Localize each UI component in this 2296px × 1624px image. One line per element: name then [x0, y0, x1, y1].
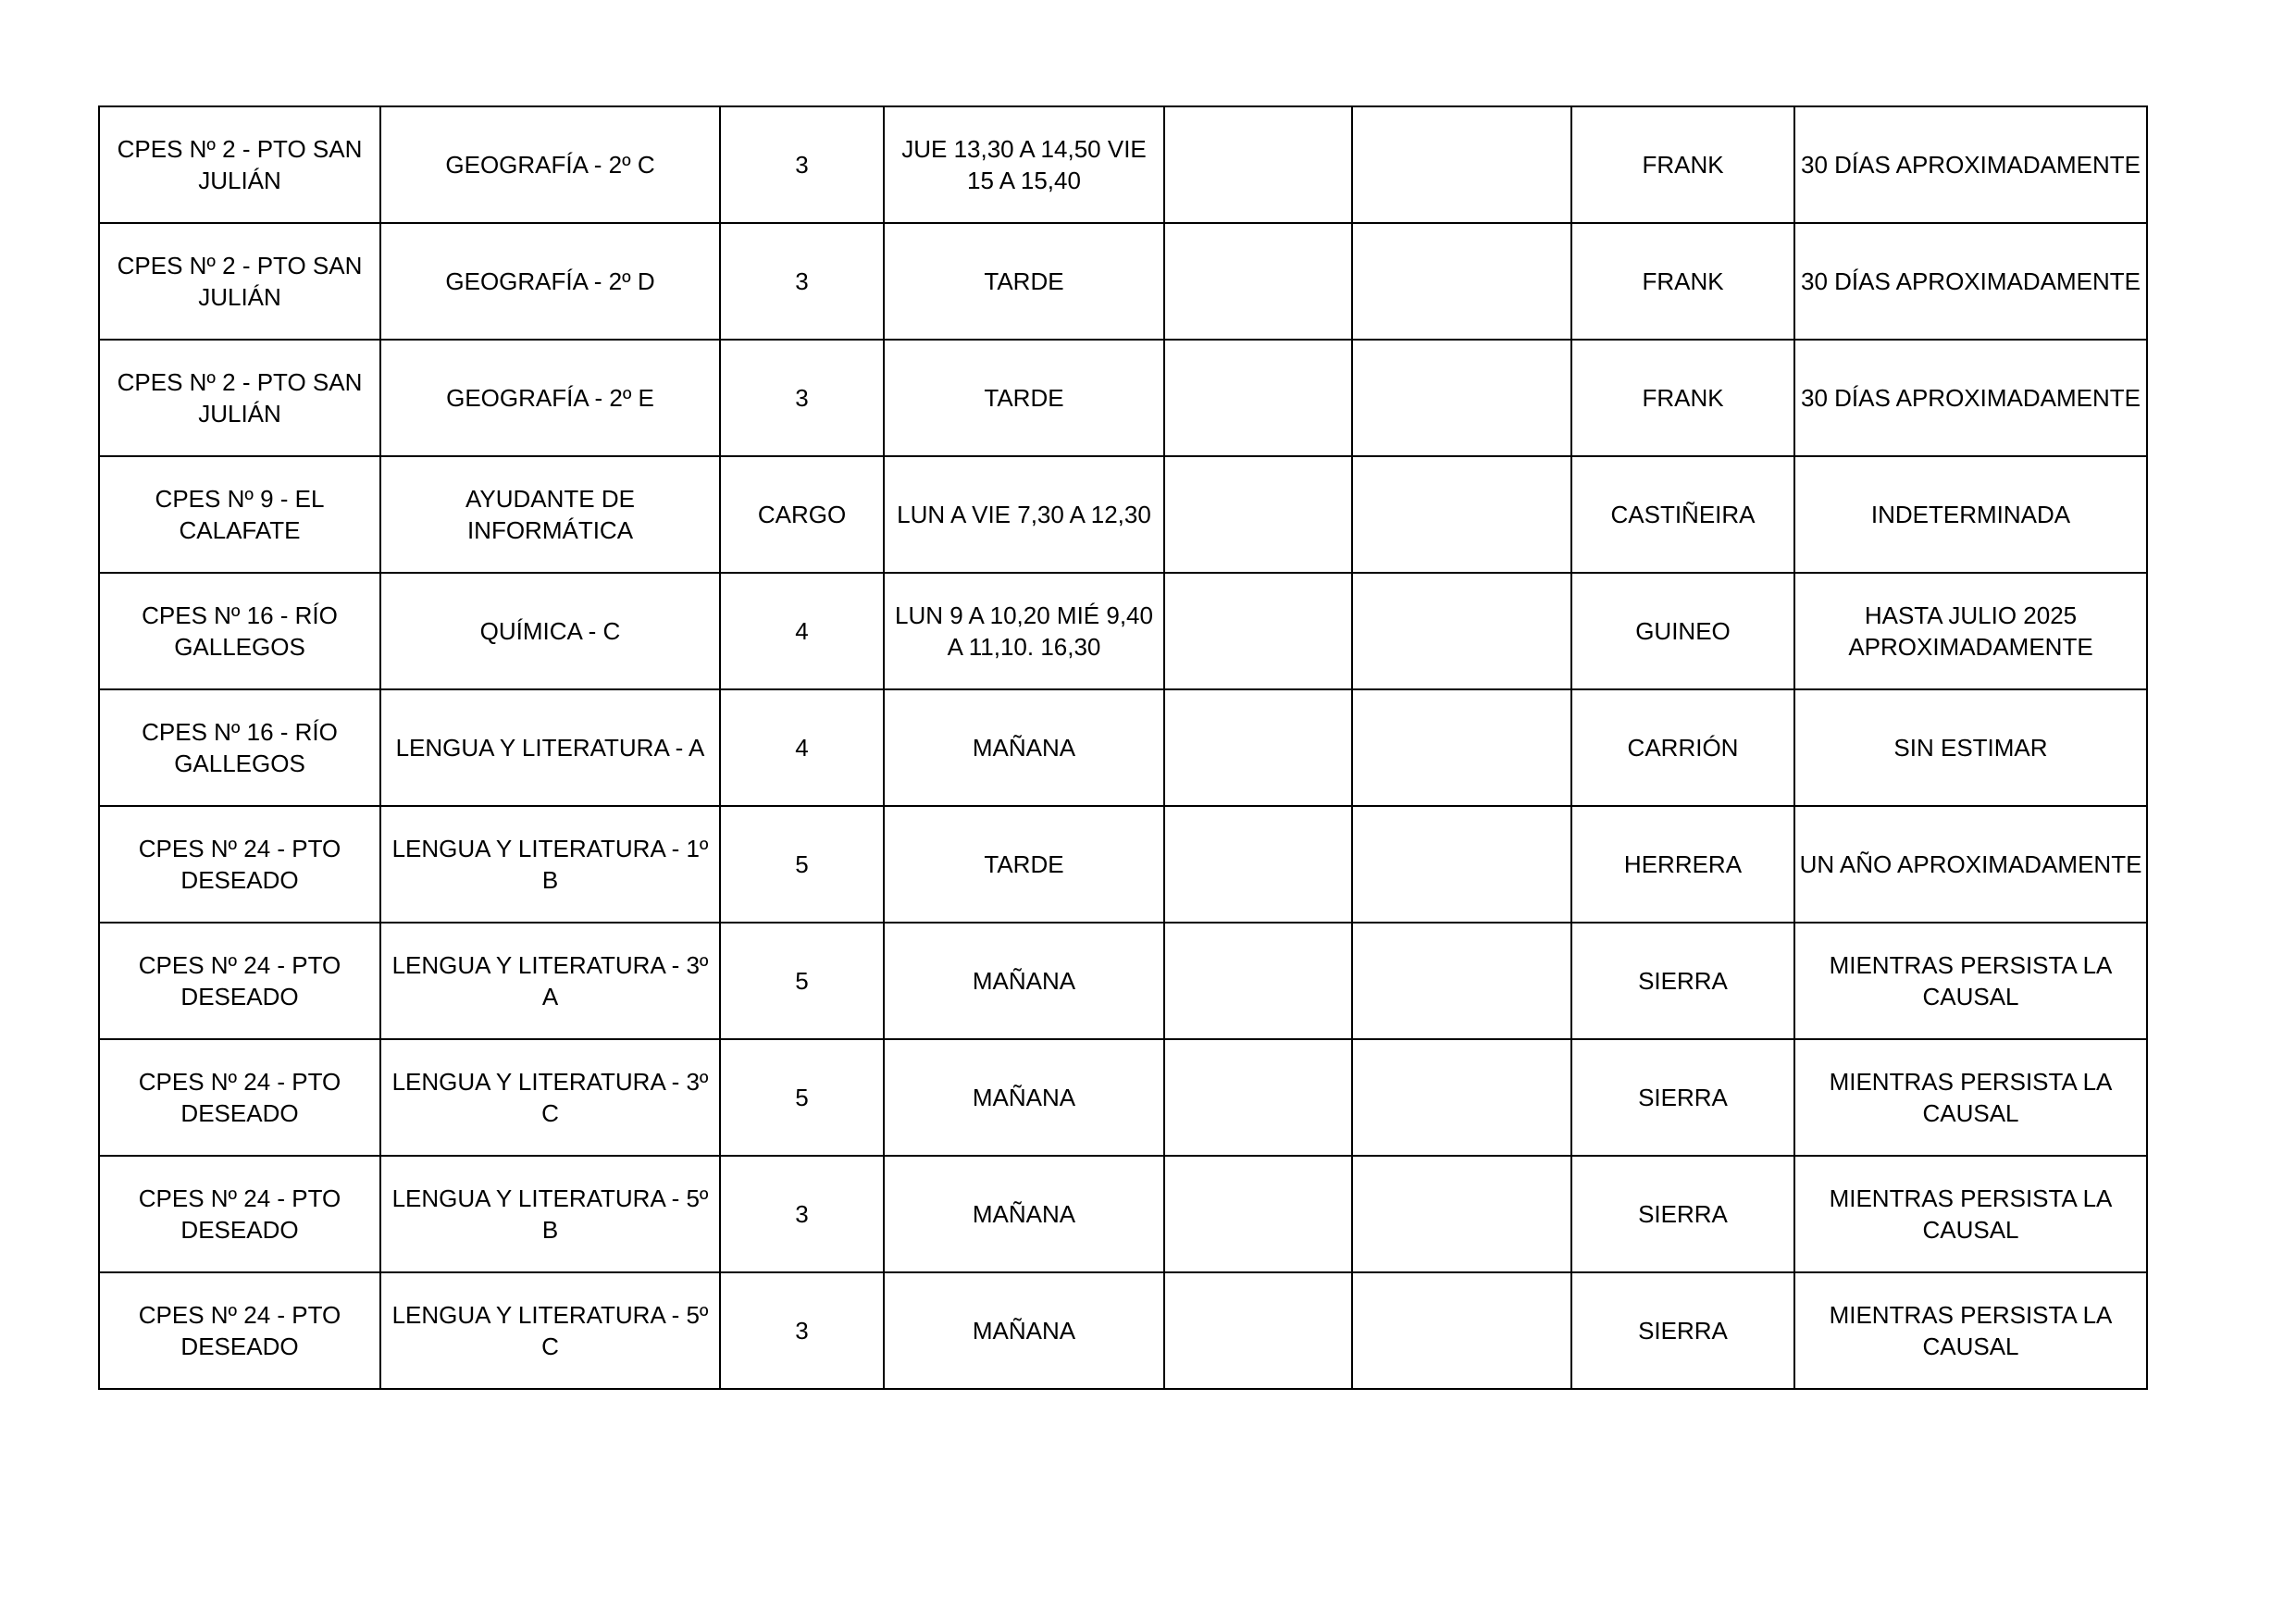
cell-hours: 5	[720, 923, 884, 1039]
cell-empty-5	[1164, 689, 1352, 806]
cell-hours: 5	[720, 806, 884, 923]
cell-holder: GUINEO	[1571, 573, 1794, 689]
table-row	[99, 806, 2147, 923]
table-row	[99, 456, 2147, 573]
cell-subject: LENGUA Y LITERATURA - 3º A	[380, 923, 720, 1039]
cell-empty-5	[1164, 1039, 1352, 1156]
cell-holder: SIERRA	[1571, 923, 1794, 1039]
cell-hours: 5	[720, 1039, 884, 1156]
cell-duration: MIENTRAS PERSISTA LA CAUSAL	[1794, 923, 2147, 1039]
cell-subject: GEOGRAFÍA - 2º D	[380, 223, 720, 340]
cell-holder: FRANK	[1571, 223, 1794, 340]
table-body	[99, 106, 2147, 1389]
cell-subject: LENGUA Y LITERATURA - A	[380, 689, 720, 806]
cell-empty-5	[1164, 106, 1352, 223]
cell-schedule: JUE 13,30 A 14,50 VIE 15 A 15,40	[884, 106, 1164, 223]
cell-school: CPES Nº 24 - PTO DESEADO	[99, 1272, 380, 1389]
cell-duration: 30 DÍAS APROXIMADAMENTE	[1794, 223, 2147, 340]
cell-school: CPES Nº 24 - PTO DESEADO	[99, 1156, 380, 1272]
table-row	[99, 1039, 2147, 1156]
cell-empty-6	[1352, 689, 1571, 806]
cell-schedule: TARDE	[884, 340, 1164, 456]
cell-empty-5	[1164, 573, 1352, 689]
cell-hours: 4	[720, 689, 884, 806]
cell-empty-6	[1352, 456, 1571, 573]
table-row	[99, 106, 2147, 223]
cell-holder: CASTIÑEIRA	[1571, 456, 1794, 573]
cell-empty-6	[1352, 1272, 1571, 1389]
cell-hours: 3	[720, 1272, 884, 1389]
cell-empty-6	[1352, 573, 1571, 689]
cell-holder: FRANK	[1571, 106, 1794, 223]
cell-empty-6	[1352, 106, 1571, 223]
table-row	[99, 573, 2147, 689]
cell-empty-5	[1164, 1272, 1352, 1389]
cell-duration: UN AÑO APROXIMADAMENTE	[1794, 806, 2147, 923]
cell-duration: MIENTRAS PERSISTA LA CAUSAL	[1794, 1039, 2147, 1156]
cell-empty-6	[1352, 1039, 1571, 1156]
cell-school: CPES Nº 2 - PTO SAN JULIÁN	[99, 106, 380, 223]
cell-holder: SIERRA	[1571, 1156, 1794, 1272]
table-row	[99, 223, 2147, 340]
cell-hours: 3	[720, 1156, 884, 1272]
cell-empty-6	[1352, 340, 1571, 456]
cell-empty-5	[1164, 1156, 1352, 1272]
cell-school: CPES Nº 24 - PTO DESEADO	[99, 806, 380, 923]
cell-subject: GEOGRAFÍA - 2º E	[380, 340, 720, 456]
cell-holder: HERRERA	[1571, 806, 1794, 923]
cell-subject: AYUDANTE DE INFORMÁTICA	[380, 456, 720, 573]
table-row	[99, 340, 2147, 456]
cell-schedule: MAÑANA	[884, 1039, 1164, 1156]
cell-duration: MIENTRAS PERSISTA LA CAUSAL	[1794, 1156, 2147, 1272]
cell-duration: HASTA JULIO 2025 APROXIMADAMENTE	[1794, 573, 2147, 689]
cell-duration: INDETERMINADA	[1794, 456, 2147, 573]
cell-schedule: LUN 9 A 10,20 MIÉ 9,40 A 11,10. 16,30	[884, 573, 1164, 689]
cell-holder: FRANK	[1571, 340, 1794, 456]
cell-subject: LENGUA Y LITERATURA - 5º C	[380, 1272, 720, 1389]
table-row	[99, 923, 2147, 1039]
cell-empty-6	[1352, 923, 1571, 1039]
cell-hours: 3	[720, 106, 884, 223]
cell-duration: MIENTRAS PERSISTA LA CAUSAL	[1794, 1272, 2147, 1389]
table-row	[99, 1272, 2147, 1389]
cell-schedule: MAÑANA	[884, 1272, 1164, 1389]
cell-holder: SIERRA	[1571, 1039, 1794, 1156]
cell-hours: 3	[720, 340, 884, 456]
cell-hours: 4	[720, 573, 884, 689]
cell-empty-5	[1164, 806, 1352, 923]
cell-schedule: MAÑANA	[884, 689, 1164, 806]
cell-hours: CARGO	[720, 456, 884, 573]
cell-empty-6	[1352, 806, 1571, 923]
cell-school: CPES Nº 24 - PTO DESEADO	[99, 1039, 380, 1156]
cell-empty-5	[1164, 223, 1352, 340]
cell-holder: SIERRA	[1571, 1272, 1794, 1389]
cell-school: CPES Nº 24 - PTO DESEADO	[99, 923, 380, 1039]
cell-empty-6	[1352, 223, 1571, 340]
cell-school: CPES Nº 16 - RÍO GALLEGOS	[99, 573, 380, 689]
vacancies-table	[98, 105, 2148, 1390]
cell-empty-5	[1164, 923, 1352, 1039]
cell-empty-5	[1164, 340, 1352, 456]
cell-school: CPES Nº 2 - PTO SAN JULIÁN	[99, 223, 380, 340]
cell-empty-5	[1164, 456, 1352, 573]
cell-school: CPES Nº 9 - EL CALAFATE	[99, 456, 380, 573]
table-row	[99, 1156, 2147, 1272]
cell-schedule: LUN A VIE 7,30 A 12,30	[884, 456, 1164, 573]
cell-subject: LENGUA Y LITERATURA - 3º C	[380, 1039, 720, 1156]
cell-hours: 3	[720, 223, 884, 340]
cell-schedule: MAÑANA	[884, 923, 1164, 1039]
cell-school: CPES Nº 16 - RÍO GALLEGOS	[99, 689, 380, 806]
cell-holder: CARRIÓN	[1571, 689, 1794, 806]
cell-empty-6	[1352, 1156, 1571, 1272]
cell-subject: LENGUA Y LITERATURA - 1º B	[380, 806, 720, 923]
table-row	[99, 689, 2147, 806]
cell-duration: 30 DÍAS APROXIMADAMENTE	[1794, 340, 2147, 456]
cell-school: CPES Nº 2 - PTO SAN JULIÁN	[99, 340, 380, 456]
cell-subject: QUÍMICA - C	[380, 573, 720, 689]
cell-schedule: TARDE	[884, 223, 1164, 340]
cell-schedule: TARDE	[884, 806, 1164, 923]
cell-subject: GEOGRAFÍA - 2º C	[380, 106, 720, 223]
cell-subject: LENGUA Y LITERATURA - 5º B	[380, 1156, 720, 1272]
cell-schedule: MAÑANA	[884, 1156, 1164, 1272]
cell-duration: 30 DÍAS APROXIMADAMENTE	[1794, 106, 2147, 223]
cell-duration: SIN ESTIMAR	[1794, 689, 2147, 806]
